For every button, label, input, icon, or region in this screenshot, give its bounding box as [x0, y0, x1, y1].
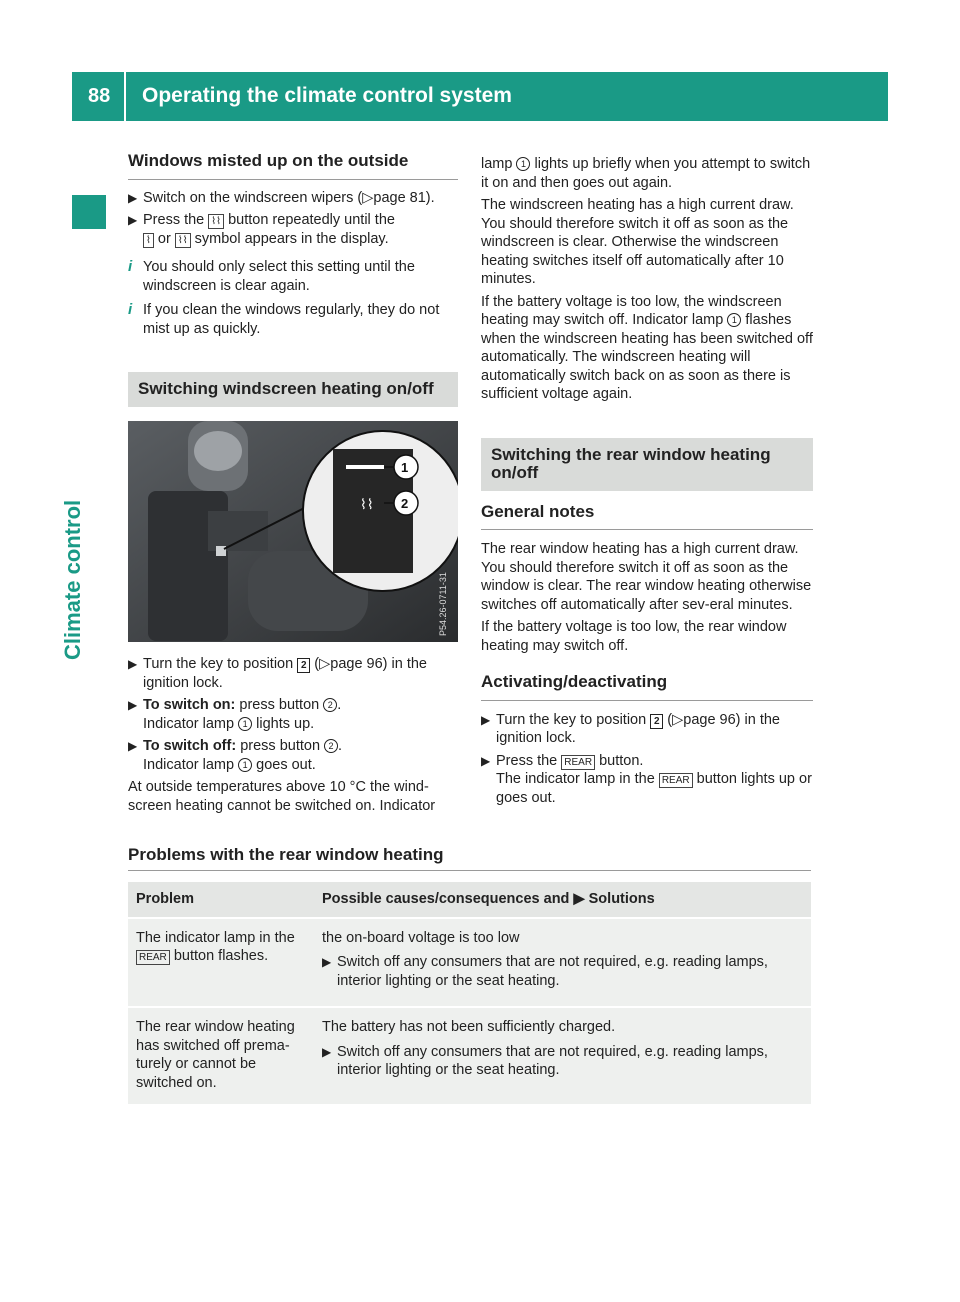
step: ▶ Turn the key to position 2 (▷page 96) in the ignition lock.: [481, 711, 780, 746]
position-2-icon: 2: [297, 658, 310, 673]
right-column: [481, 155, 813, 811]
photo-code: P54.26-0711-31: [438, 572, 448, 636]
step: ▶ Switch off any consumers that are not required, e.g. reading lamps, interior lighting or the seat heating.: [322, 1043, 768, 1078]
side-tab-marker: [72, 195, 106, 229]
paragraph: The windscreen heating has a high current draw. You should therefore switch it off as soon as the windscreen is clear. Otherwise the windscreen heating switches itself off automatically after 10 minutes.: [481, 197, 794, 287]
step-arrow-icon: ▶: [128, 190, 138, 205]
step-arrow-icon: ▶: [128, 657, 138, 671]
step-arrow-icon: ▶: [128, 213, 138, 227]
paragraph: At outside temperatures above 10 °C the wind-screen heating cannot be switched on. Indicator: [128, 779, 436, 814]
step: ▶ Switch off any consumers that are not required, e.g. reading lamps, interior lighting or the seat heating.: [322, 954, 768, 989]
info-icon: i: [128, 258, 133, 275]
step-arrow-icon: ▶: [322, 1044, 332, 1059]
info-note: i You should only select this setting until the windscreen is clear again.: [128, 258, 415, 294]
step-arrow-icon: ▶: [481, 712, 491, 727]
wiper-icon: ⌇: [143, 233, 154, 248]
table-title: Problems with the rear window heating: [128, 845, 444, 864]
column-header-problem: Problem: [128, 882, 314, 917]
position-2-icon: 2: [650, 714, 663, 729]
subsection-general: General notes: [481, 503, 813, 531]
paragraph: The rear window heating has a high current draw. You should therefore switch it off as soon as the window is clear. The rear window heating otherwise switches off automatically after sev-eral minutes.: [481, 541, 812, 613]
rear-defrost-icon: REAR: [136, 950, 170, 965]
console-illustration: [128, 421, 458, 642]
paragraph: lamp 1 lights up briefly when you attempt to switch it on and then goes out again.: [481, 156, 811, 191]
rear-defrost-icon: REAR: [659, 773, 693, 788]
paragraph: If the battery voltage is too low, the rear window heating may switch off.: [481, 619, 787, 654]
callout-2: 2: [401, 496, 409, 511]
column-header-causes: Possible causes/consequences and ▶ Solutions: [314, 882, 811, 917]
circle-1-icon: 1: [238, 758, 252, 772]
circle-2-icon: 2: [323, 698, 337, 712]
step: ▶ Turn the key to position 2 (▷page 96) in the ignition lock.: [128, 656, 427, 691]
wiper-icon-2: ⌇⌇: [175, 233, 191, 248]
circle-1-icon: 1: [727, 313, 741, 327]
step-arrow-icon: ▶: [481, 753, 491, 768]
step: ▶ Press the ⌇⌇ button repeatedly until the ⌇ or ⌇⌇ symbol appears in the display.: [128, 212, 395, 247]
section-title-rear-heating: Switching the rear window heating on/off: [481, 438, 813, 491]
chapter-title: Operating the climate control system: [142, 84, 512, 107]
section-title-misted: Windows misted up on the outside: [128, 152, 458, 180]
step: ▶ Press the REAR button. The indicator lamp in the REAR button lights up or goes out.: [481, 752, 812, 806]
info-note: i If you clean the windows regularly, they do not mist up as quickly.: [128, 301, 440, 337]
ref-arrow-icon: ▷: [672, 711, 684, 728]
rear-defrost-icon: REAR: [561, 755, 595, 770]
section-title-windscreen: Switching windscreen heating on/off: [128, 372, 458, 407]
step: ▶ To switch off: press button 2 . Indicator lamp 1 goes out.: [128, 738, 343, 773]
page-header: [72, 72, 888, 121]
left-column-lower: [128, 655, 460, 819]
step: ▶ To switch on: press button 2 . Indicator lamp 1 lights up.: [128, 697, 342, 732]
page-number: 88: [88, 85, 111, 107]
step-arrow-icon: ▶: [128, 739, 138, 753]
circle-1-icon: 1: [238, 717, 252, 731]
circle-1-icon: 1: [516, 157, 530, 171]
step-arrow-icon: ▶: [128, 698, 138, 712]
header-divider: [124, 72, 126, 121]
cause-cell: the on-board voltage is too low ▶ Switch off any consumers that are not required, e.g. reading lamps, interior lighting or the seat heating.: [314, 919, 811, 1007]
subsection-activating: Activating/deactivating: [481, 673, 813, 701]
step: ▶ Switch on the windscreen wipers (▷page 81).: [128, 189, 435, 206]
svg-text:⌇⌇: ⌇⌇: [360, 497, 374, 513]
callout-1: 1: [401, 460, 409, 475]
step-arrow-icon: ▶: [322, 955, 332, 969]
windscreen-button-photo: [128, 421, 458, 642]
table-row: [128, 919, 811, 1007]
info-icon: i: [128, 301, 133, 318]
wiper-defrost-icon: ⌇⌇: [208, 214, 224, 229]
left-column: [128, 152, 458, 407]
problem-cell: The rear window heating has switched off prema-turely or cannot be switched on.: [128, 1008, 314, 1104]
problems-table: [128, 880, 811, 1106]
table-row: [128, 1008, 811, 1104]
ref-arrow-icon: ▷: [319, 656, 331, 672]
circle-2-icon: 2: [324, 739, 338, 753]
cause-cell: The battery has not been sufficiently charged. ▶ Switch off any consumers that are not required, e.g. reading lamps, interior lighting or the seat heating.: [314, 1008, 811, 1104]
problem-cell: The indicator lamp in the REAR button flashes.: [128, 919, 314, 1007]
paragraph: If the battery voltage is too low, the windscreen heating may switch off. Indicator lamp 1 flashes when the windscreen heating has been switched off automatically. The windscreen heating will automatically switch back on as soon as there is sufficient voltage again.: [481, 293, 813, 402]
table-title-rule: [128, 870, 811, 871]
table-header-row: [128, 882, 811, 917]
ref-arrow-icon: ▷: [362, 189, 374, 206]
step-arrow-icon: ▶: [573, 891, 585, 907]
